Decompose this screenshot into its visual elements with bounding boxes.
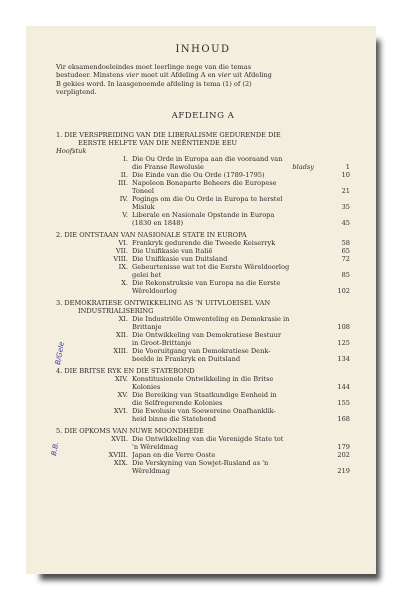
- section-title-line: 5. DIE OPKOMS VAN NUWE MOONDHEDE: [56, 426, 204, 435]
- chapter-number: XIX.: [113, 458, 128, 467]
- chapter-line: [132, 339, 350, 347]
- chapter-text: [132, 375, 350, 391]
- hoofstuk-label: Hoofstuk: [56, 146, 87, 155]
- chapter-title: Die Unifikasie van Italië: [132, 246, 213, 255]
- page-number: 179: [337, 442, 350, 451]
- page-number: 45: [341, 218, 350, 227]
- handwritten-annotation: B.B.: [50, 441, 61, 457]
- chapter-text: [132, 155, 350, 171]
- section-title-line: EERSTE HELFTE VAN DIE NEËNTIENDE EEU: [78, 138, 238, 147]
- chapter-number: XIII.: [113, 346, 128, 355]
- chapter-line: [132, 415, 350, 423]
- chapter-text: [132, 315, 350, 331]
- page-number: 35: [341, 202, 350, 211]
- chapter-title: Die Ontwikkeling van Demokratiese Bestuur: [132, 330, 282, 339]
- page-number: 134: [337, 354, 350, 363]
- section-title-line: 1. DIE VERSPREIDING VAN DIE LIBERALISME GEDURENDE DIE: [56, 130, 281, 139]
- chapter-line: [132, 355, 350, 363]
- toc-entry: [56, 459, 350, 475]
- chapter-title: Die Ou Orde in Europa aan die vooraand van: [132, 154, 283, 163]
- page-number: 144: [337, 382, 350, 391]
- chapter-line: [132, 467, 350, 475]
- chapter-number: VI.: [118, 238, 128, 247]
- chapter-text: [132, 211, 350, 227]
- chapter-number: I.: [123, 154, 128, 163]
- toc-section: [56, 427, 350, 435]
- chapter-line: [132, 451, 350, 459]
- chapter-number: VIII.: [113, 254, 128, 263]
- chapter-title: Die Ewolusie van Soewereine Onafhanklik-: [132, 406, 276, 415]
- chapter-line: [132, 375, 350, 383]
- intro-paragraph: Vir eksamendoeleindes moet leerlinge nege van die temas bestudeer. Minstens vier moet uit Afdeling A en vier uit Afdeling B gekies word. In laasgenoemde afdeling is tema (1) of (2) verpligtend.: [56, 63, 272, 97]
- page-number: 202: [337, 450, 350, 459]
- chapter-number: II.: [120, 170, 128, 179]
- document-page: [26, 26, 376, 574]
- chapter-text: [132, 255, 350, 263]
- chapter-title: Gebeurtenisse wat tot die Eerste Wêreldoorlog: [132, 262, 290, 271]
- chapter-title: Pogings om die Ou Orde in Europa te herstel: [132, 194, 283, 203]
- chapter-line: [132, 347, 350, 355]
- chapter-number: IX.: [118, 262, 128, 271]
- page-number: 21: [341, 186, 350, 195]
- chapter-line: [132, 255, 350, 263]
- chapter-title: Japan en die Verre Ooste: [132, 450, 216, 459]
- toc-entry: [56, 391, 350, 407]
- toc-entry: [56, 279, 350, 295]
- page-number: 65: [341, 246, 350, 255]
- toc-section: [56, 131, 350, 147]
- chapter-title: Liberale en Nasionale Opstande in Europa: [132, 210, 275, 219]
- page-number: 72: [341, 254, 350, 263]
- chapter-text: [132, 239, 350, 247]
- chapter-line: [132, 435, 350, 443]
- chapter-title: Napoleon Bonaparte Beheers die Europese: [132, 178, 277, 187]
- chapter-title: Konstitusionele Ontwikkeling in die Britse: [132, 374, 274, 383]
- chapter-line: [132, 459, 350, 467]
- toc-entry: [56, 451, 350, 459]
- toc-entry: [56, 375, 350, 391]
- chapter-number: V.: [122, 210, 128, 219]
- page-title: INHOUD: [175, 44, 231, 55]
- toc-entry: [56, 171, 350, 179]
- toc-entry: [56, 407, 350, 423]
- chapter-number: XV.: [117, 390, 128, 399]
- page-number: 58: [341, 238, 350, 247]
- section-title-line: 4. DIE BRITSE RYK EN DIE STATEBOND: [56, 366, 195, 375]
- chapter-text: [132, 451, 350, 459]
- toc-entry: [56, 179, 350, 195]
- chapter-line: [132, 279, 350, 287]
- toc-entry: [56, 331, 350, 347]
- chapter-title: Die Bereiking van Staatkundige Eenheid in: [132, 390, 277, 399]
- chapter-line: [132, 211, 350, 219]
- toc-entry: [56, 239, 350, 247]
- section-title-line: INDUSTRIALISERING: [78, 306, 154, 315]
- chapter-text: [132, 407, 350, 423]
- chapter-text: [132, 263, 350, 279]
- chapter-line: [132, 155, 350, 163]
- chapter-title: Die Rekonstruksie van Europa na die Eerste: [132, 278, 281, 287]
- toc-section: [56, 231, 350, 239]
- chapter-text: [132, 195, 350, 211]
- chapter-number: XII.: [116, 330, 128, 339]
- toc-entry: [56, 255, 350, 263]
- chapter-title: beelde in Frankryk en Duitsland: [132, 354, 241, 363]
- toc-entry: [56, 155, 350, 171]
- chapter-number: XVI.: [113, 406, 128, 415]
- chapter-number: IV.: [119, 194, 128, 203]
- chapter-line: [132, 263, 350, 271]
- bladsy-label: bladsy: [292, 162, 314, 171]
- chapter-title: Frankryk gedurende die Tweede Keiserryk: [132, 238, 276, 247]
- page-number: 10: [341, 170, 350, 179]
- chapter-number: VII.: [115, 246, 128, 255]
- chapter-title: Brittanje: [132, 322, 162, 331]
- chapter-text: [132, 179, 350, 195]
- chapter-title: Die Verskyning van Sowjet-Rusland as 'n: [132, 458, 269, 467]
- chapter-line: [132, 287, 350, 295]
- section-title-line: 2. DIE ONTSTAAN VAN NASIONALE STATE IN EUROPA: [56, 230, 247, 239]
- chapter-title: gelei het: [132, 270, 162, 279]
- section-title-line: 3. DEMOKRATIESE ONTWIKKELING AS 'N UITVLOEISEL VAN: [56, 298, 271, 307]
- chapter-line: [132, 239, 350, 247]
- chapter-text: [132, 459, 350, 475]
- page-number: 1: [345, 162, 350, 171]
- toc-section: [56, 299, 350, 315]
- page-number: 102: [337, 286, 350, 295]
- chapter-title: Die Einde van die Ou Orde (1789-1795): [132, 170, 265, 179]
- chapter-line: [132, 323, 350, 331]
- chapter-title: Die Unifikasie van Duitsland: [132, 254, 228, 263]
- chapter-line: [132, 247, 350, 255]
- toc-entry: [56, 247, 350, 255]
- chapter-title: Misluk: [132, 202, 155, 211]
- chapter-line: [132, 179, 350, 187]
- handwritten-annotation: B/Gele: [54, 341, 66, 366]
- chapter-line: [132, 187, 350, 195]
- chapter-line: [132, 219, 350, 227]
- toc-entry: [56, 263, 350, 279]
- chapter-number: XVII.: [111, 434, 128, 443]
- chapter-line: [132, 331, 350, 339]
- page-number: 85: [341, 270, 350, 279]
- chapter-text: [132, 347, 350, 363]
- chapter-title: in Groot-Brittanje: [132, 338, 192, 347]
- chapter-number: XI.: [118, 314, 128, 323]
- page-number: 125: [337, 338, 350, 347]
- chapter-title: Die Vooruitgang van Demokratiese Denk-: [132, 346, 271, 355]
- chapter-text: [132, 247, 350, 255]
- chapter-line: [132, 407, 350, 415]
- chapter-line: [132, 399, 350, 407]
- chapter-title: Toneel: [132, 186, 155, 195]
- chapter-line: [132, 171, 350, 179]
- chapter-line: [132, 391, 350, 399]
- chapter-title: Die Ontwikkeling van die Verenigde State tot: [132, 434, 284, 443]
- chapter-text: [132, 435, 350, 451]
- toc-entry: [56, 315, 350, 331]
- page-number: 108: [337, 322, 350, 331]
- toc-entry: [56, 195, 350, 211]
- chapter-number: III.: [118, 178, 128, 187]
- chapter-text: [132, 331, 350, 347]
- page-number: 155: [337, 398, 350, 407]
- chapter-title: die Selfregerende Kolonies: [132, 398, 223, 407]
- toc-entry: [56, 347, 350, 363]
- chapter-number: X.: [121, 278, 128, 287]
- section-heading-afdeling: AFDELING A: [171, 110, 235, 121]
- chapter-line: [132, 383, 350, 391]
- chapter-title: Die Industriële Omwenteling en Demokrasie in: [132, 314, 290, 323]
- chapter-line: [132, 315, 350, 323]
- chapter-title: die Franse Rewolusie: [132, 162, 204, 171]
- chapter-number: XIV.: [114, 374, 128, 383]
- toc-entry: [56, 435, 350, 451]
- chapter-line: [132, 271, 350, 279]
- page-number: 168: [337, 414, 350, 423]
- table-of-contents: [56, 131, 350, 475]
- chapter-line: [132, 163, 350, 171]
- chapter-title: Kolonies: [132, 382, 161, 391]
- chapter-title: Wêreldoorlog: [132, 286, 177, 295]
- chapter-line: [132, 443, 350, 451]
- chapter-title: (1830 en 1848): [132, 218, 184, 227]
- chapter-line: [132, 195, 350, 203]
- chapter-text: [132, 391, 350, 407]
- chapter-line: [132, 203, 350, 211]
- chapter-title: heid binne die Statebond: [132, 414, 217, 423]
- chapter-title: Wêreldmag: [132, 466, 170, 475]
- toc-section: [56, 367, 350, 375]
- chapter-text: [132, 279, 350, 295]
- toc-entry: [56, 211, 350, 227]
- chapter-title: 'n Wêreldmag: [132, 442, 179, 451]
- chapter-number: XVIII.: [108, 450, 128, 459]
- chapter-text: [132, 171, 350, 179]
- page-number: 219: [337, 466, 350, 475]
